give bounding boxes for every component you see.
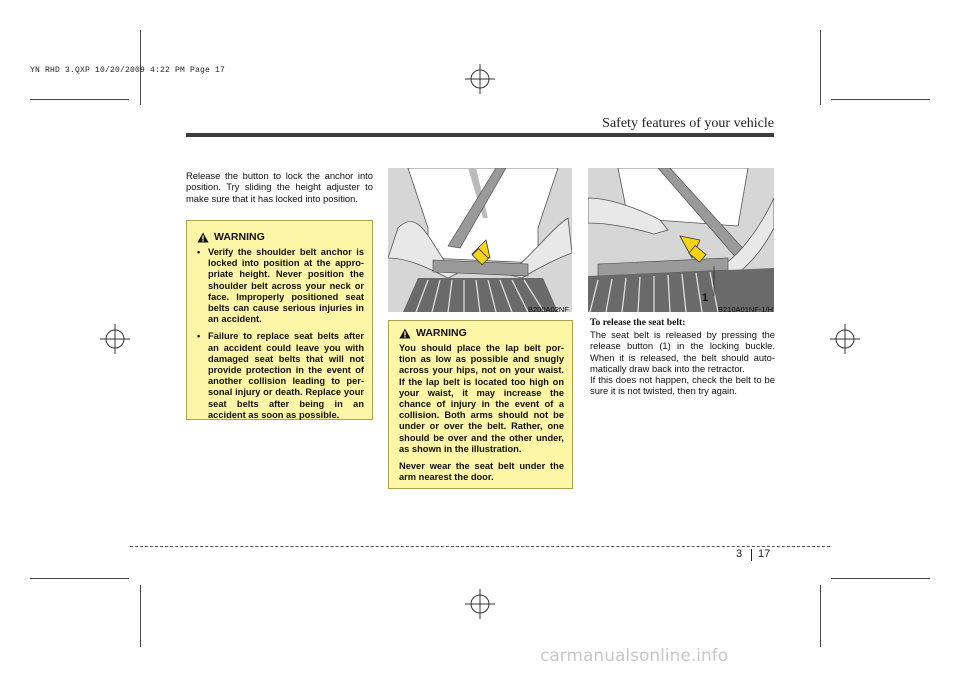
- warning-title: WARNING: [416, 327, 467, 339]
- warning-header: [197, 231, 364, 243]
- crop-mark: [831, 578, 930, 579]
- warning-item: • Failure to replace seat belts after an accident could leave you with damaged seat belts that will not provide protection in the event of another collision leading to per-sonal injury or death. Replace your seat belts after being in an accident as soon as possible.: [197, 331, 364, 421]
- lap-belt-drawing: [388, 168, 572, 312]
- release-button-illustration: [588, 168, 774, 312]
- lap-belt-illustration: [388, 168, 572, 312]
- warning-body: [399, 343, 564, 483]
- release-button-drawing: [588, 168, 774, 312]
- footer-rule: [130, 546, 830, 547]
- chapter-number: 3: [736, 548, 743, 560]
- release-paragraph: If this does not happen, check the belt to be sure it is not twisted, then try again.: [590, 374, 775, 397]
- crop-mark: [30, 99, 129, 100]
- page-number: 17: [758, 548, 771, 560]
- crop-mark: [820, 30, 821, 105]
- intro-paragraph: Release the button to lock the anchor into position. Try sliding the height adjuster to make sure that it has locked into position.: [186, 170, 373, 204]
- section-title: Safety features of your vehicle: [602, 116, 774, 131]
- warning-triangle-icon: [197, 232, 209, 243]
- figure-code: B210A01NF-1/H: [718, 305, 774, 314]
- print-slug: YN RHD 3.QXP 10/20/2009 4:22 PM Page 17: [30, 66, 226, 75]
- crop-mark: [140, 585, 141, 647]
- header-rule: [186, 133, 774, 137]
- warning-list: [197, 247, 364, 421]
- registration-mark-icon: [465, 64, 495, 94]
- watermark: carmanualsonline.info: [540, 646, 729, 666]
- registration-mark-icon: [100, 324, 130, 354]
- crop-mark: [30, 578, 129, 579]
- release-paragraph: The seat belt is released by pressing the release button (1) in the locking buckle. When it is released, the belt should auto-matically draw back into the retractor.: [590, 329, 775, 375]
- figure-code: B200A02NF: [528, 305, 569, 314]
- warning-paragraph: Never wear the seat belt under the arm nearest the door.: [399, 461, 564, 483]
- warning-paragraph: You should place the lap belt por-tion as low as possible and snugly across your hips, not on your waist. If the lap belt is located too high on your waist, it may increase the chance of injury in the event of a collision. Both arms should not be under or over the belt. Rather, one should be over and the other under, as shown in the illustration.: [399, 343, 564, 454]
- registration-mark-icon: [465, 589, 495, 619]
- callout-number: 1: [702, 292, 709, 304]
- warning-box-lap-belt: [388, 320, 573, 489]
- warning-box-shoulder-belt: [186, 220, 373, 420]
- release-heading: To release the seat belt:: [590, 317, 686, 328]
- warning-title: WARNING: [214, 231, 265, 243]
- crop-mark: [820, 585, 821, 647]
- warning-triangle-icon: [399, 328, 411, 339]
- crop-mark: [831, 99, 930, 100]
- page-divider: [751, 549, 752, 561]
- warning-item: • Verify the shoulder belt anchor is locked into position at the appro-priate height. Never position the shoulder belt across your neck or face. Improperly positioned seat belts can cause serious injuries in an accident.: [197, 247, 364, 325]
- registration-mark-icon: [830, 324, 860, 354]
- warning-header: [399, 327, 564, 339]
